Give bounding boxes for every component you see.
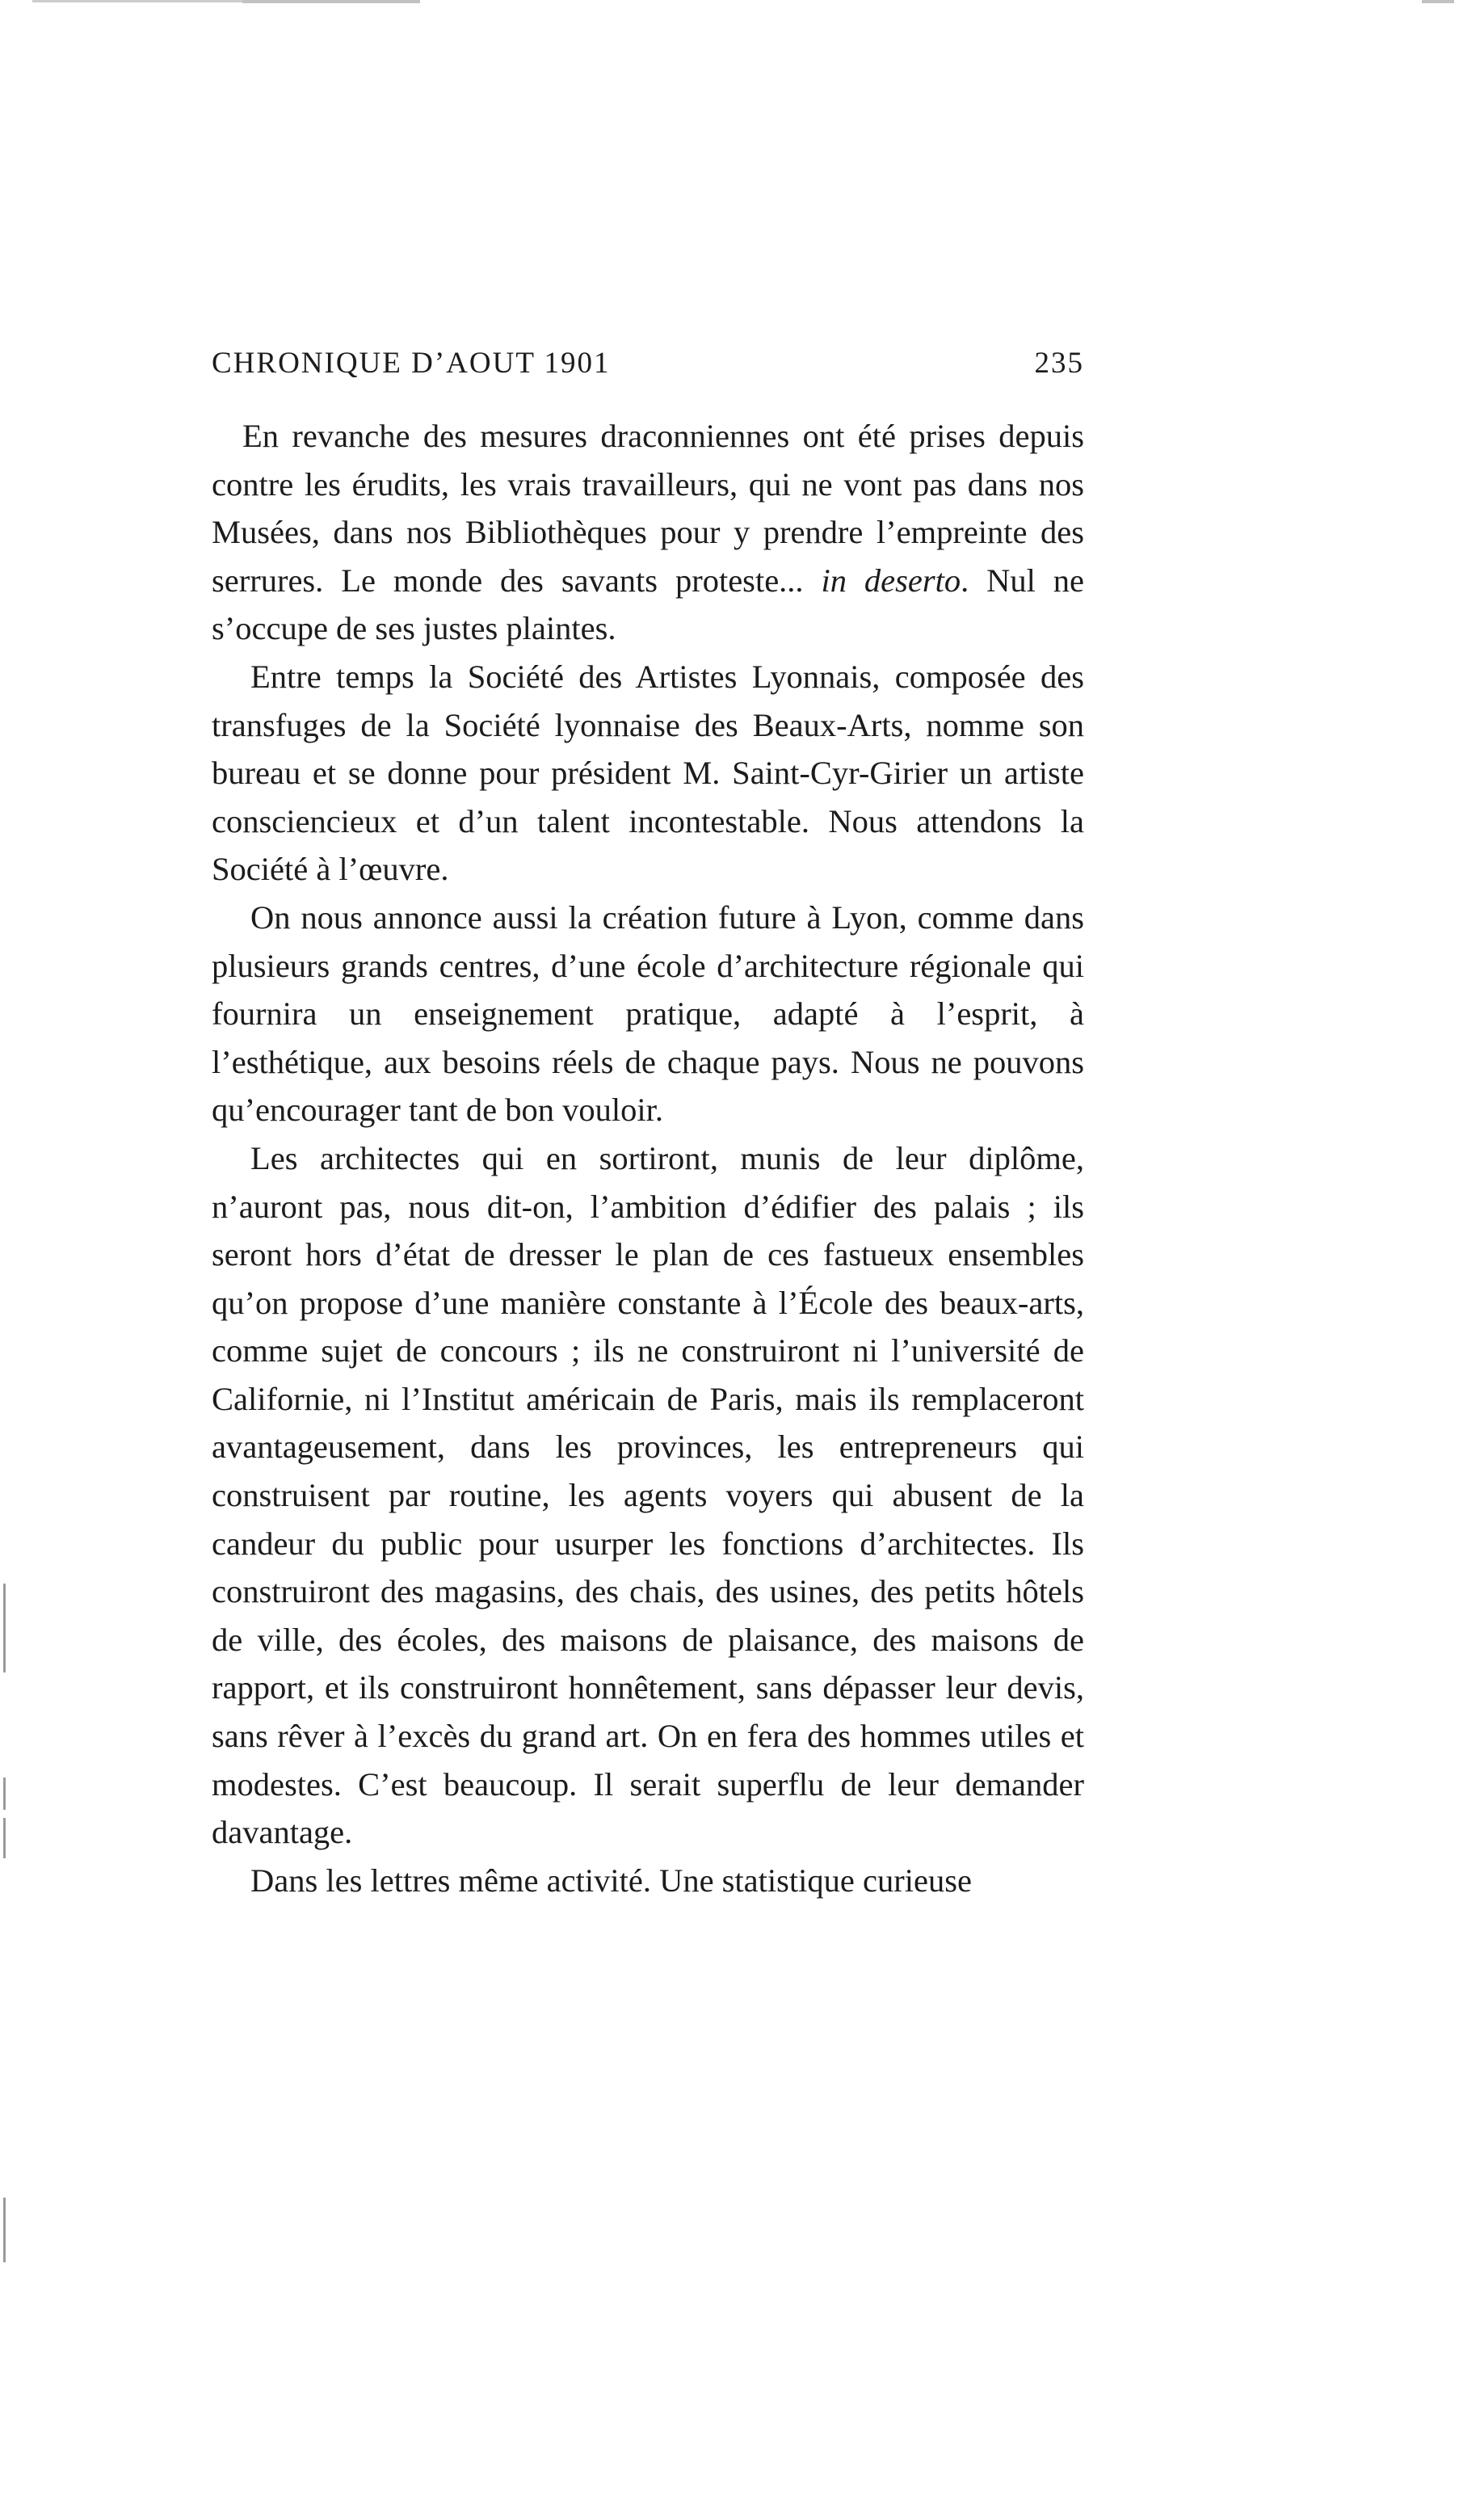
paragraph-1 — [212, 412, 1084, 653]
scan-mark — [242, 0, 420, 3]
running-title: CHRONIQUE D’AOUT 1901 — [212, 347, 611, 380]
paragraph-5: Dans les lettres même activité. Une statistique curieuse — [250, 1862, 972, 1899]
paragraph-4: Les architectes qui en sortiront, munis de leur diplôme, n’auront pas, nous dit-on, l’ambition d’édifier des palais ; ils seront hors d’état de dresser le plan de ces fastueux ensembles qu’on propose d’une manière constante à l’École des beaux-arts, comme sujet de concours ; ils ne construiront ni l’université de Californie, ni l’Institut américain de Paris, mais ils remplaceront avantageusement, dans les provinces, les entrepreneurs qui construisent par routine, les agents voyers qui abusent de la candeur du public pour usurper les fonctions d’architectes. Ils construiront des magasins, des chais, des usines, des petits hôtels de ville, des écoles, des maisons de plaisance, des maisons de rapport, et ils construiront honnêtement, sans dépasser leur devis, sans rêver à l’excès du grand art. On en fera des hommes utiles et modestes. C’est beaucoup. Il serait superflu de leur demander davantage. — [212, 1139, 1084, 1851]
paragraph-3: On nous annonce aussi la création future à Lyon, comme dans plusieurs grands centres, d’une école d’architecture régionale qui fournira un enseignement pratique, adapté à l’esprit, à l’esthétique, aux besoins réels de chaque pays. Nous ne pouvons qu’encourager tant de bon vouloir. — [212, 898, 1084, 1129]
running-head — [212, 346, 1084, 394]
paragraph-2: Entre temps la Société des Artistes Lyonnais, composée des transfuges de la Société lyonnaise des Beaux-Arts, nomme son bureau et se donne pour président M. Saint-Cyr-Girier un artiste consciencieux et d’un talent incontestable. Nous attendons la Société à l’œuvre. — [212, 658, 1084, 888]
body-text — [212, 412, 1084, 1904]
scan-mark — [1422, 0, 1454, 3]
page-number: 235 — [1034, 347, 1084, 380]
scan-mark — [3, 1584, 6, 1672]
scan-mark — [3, 1777, 6, 1810]
paragraph-1-text-after: . Nul ne s’occupe de ses justes plaintes. — [212, 562, 1084, 647]
scan-mark — [3, 1818, 6, 1858]
scan-mark — [32, 0, 242, 2]
paragraph-1-italic: in deserto — [821, 562, 961, 599]
paragraph-1-text-before: En revanche des mesures draconniennes ont été prises depuis contre les érudits, les vrais travailleurs, qui ne vont pas dans nos Musées, dans nos Bibliothèques pour y prendre l’empreinte des serrures. Le monde des savants proteste... — [212, 418, 1084, 599]
scan-mark — [3, 2198, 6, 2262]
